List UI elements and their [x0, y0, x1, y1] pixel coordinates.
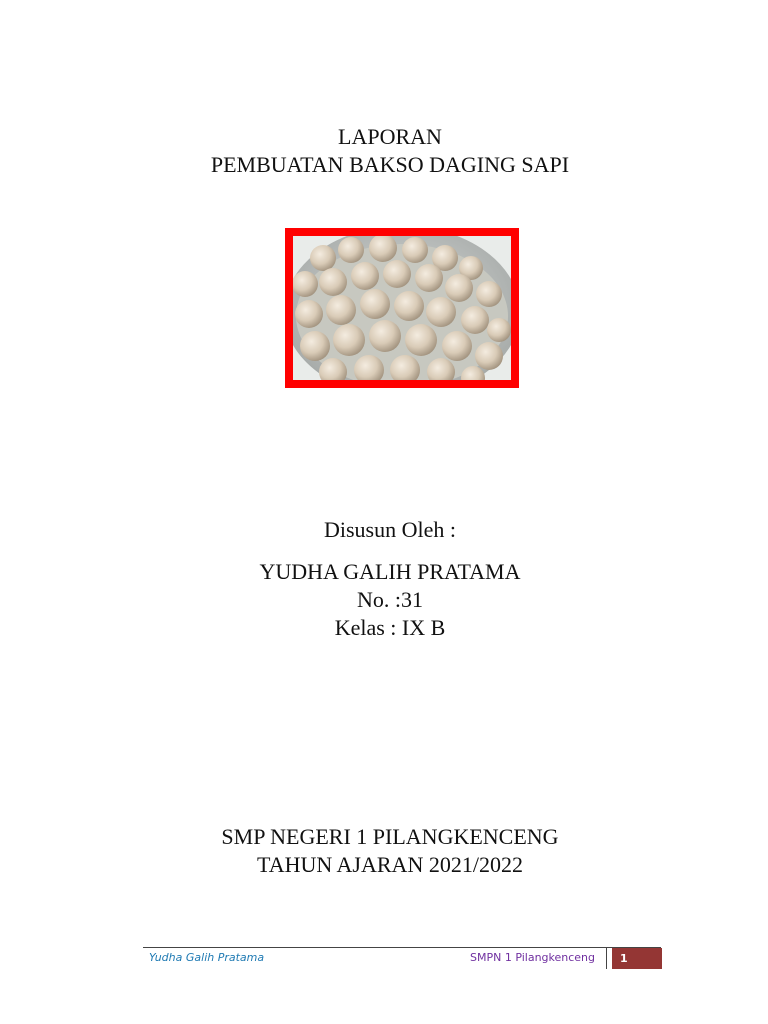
report-title [6, 123, 768, 179]
footer-author: Yudha Galih Pratama [149, 951, 265, 964]
author-number: No. :31 [357, 587, 423, 612]
school-year: TAHUN AJARAN 2021/2022 [257, 852, 523, 877]
school-name: SMP NEGERI 1 PILANGKENCENG [221, 824, 559, 849]
footer-school: SMPN 1 Pilangkenceng [470, 951, 596, 964]
report-title-line-2: PEMBUATAN BAKSO DAGING SAPI [210, 152, 570, 177]
report-title-line-1: LAPORAN [338, 124, 442, 149]
page-number: 1 [612, 948, 662, 969]
meatballs-photo [293, 236, 511, 380]
cover-photo-frame [285, 228, 519, 388]
author-label: Disusun Oleh : [324, 517, 456, 542]
author-info [6, 516, 768, 642]
school-info [6, 823, 768, 879]
footer-rule [143, 947, 661, 948]
footer-divider [606, 948, 607, 969]
author-name: YUDHA GALIH PRATAMA [259, 559, 521, 584]
author-spacer [6, 544, 768, 558]
author-class: Kelas : IX B [334, 615, 446, 640]
